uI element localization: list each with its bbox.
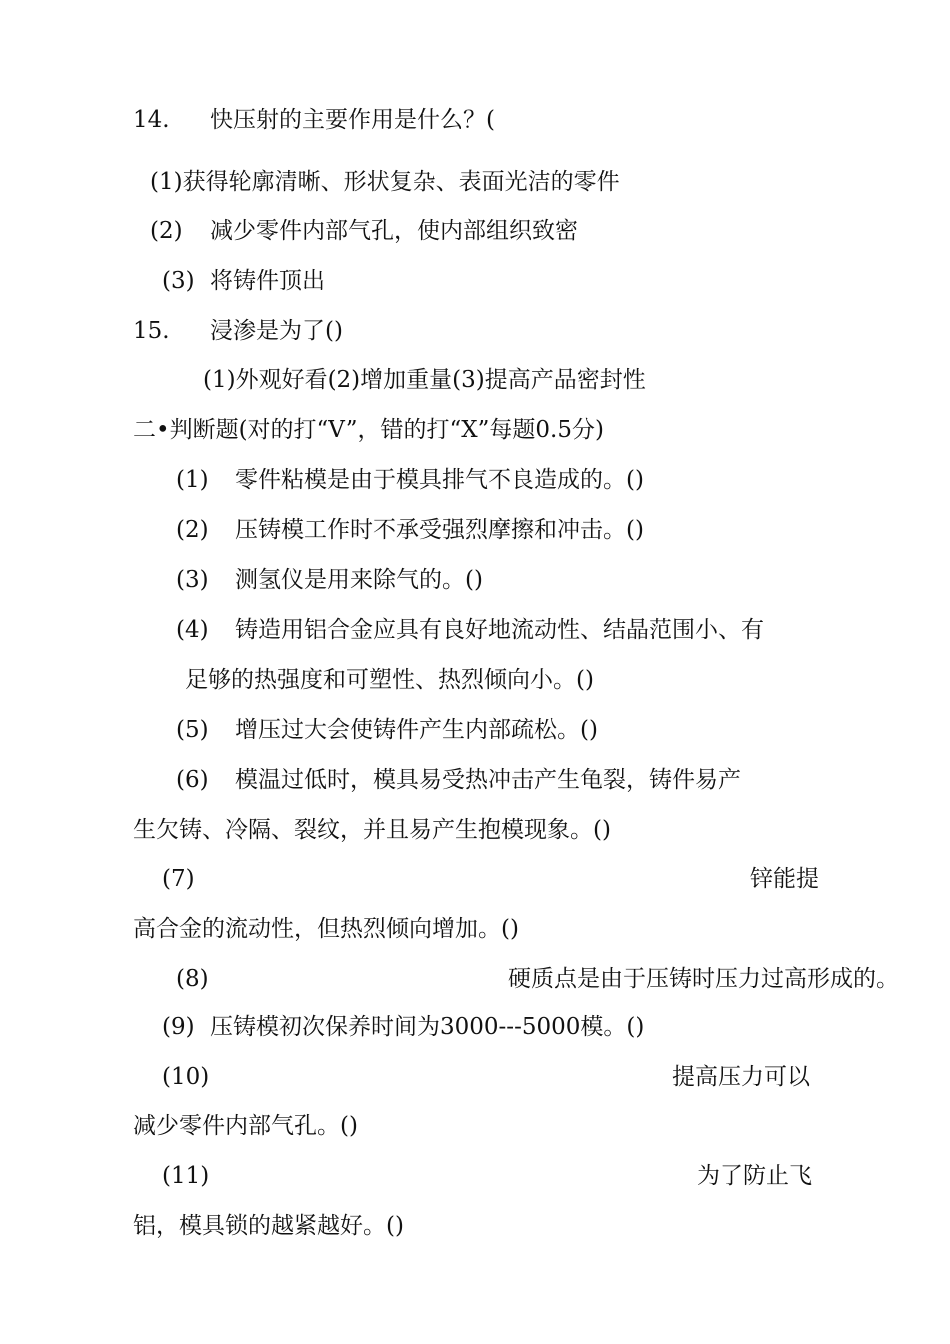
q14-text: 快压射的主要作用是什么？(	[210, 107, 495, 133]
judge-item-2-num: (2)	[176, 517, 209, 543]
q14-option-2-num: (2)	[150, 218, 183, 244]
judge-item-4-text: 铸造用铝合金应具有良好地流动性、结晶范围小、有	[235, 617, 764, 643]
judge-item-9-text: 压铸模初次保养时间为3000---5000模。()	[210, 1014, 645, 1040]
q14-option-3-num: (3)	[162, 268, 195, 294]
judge-item-5-num: (5)	[176, 717, 209, 743]
judge-item-10-text: 提高压力可以	[672, 1064, 810, 1090]
judge-item-1-num: (1)	[176, 467, 209, 493]
q15-options: (1)外观好看(2)增加重量(3)提高产品密封性	[203, 367, 646, 393]
judge-item-7-num: (7)	[162, 866, 195, 892]
judge-item-11-num: (11)	[162, 1163, 210, 1189]
q14-option-1: (1)获得轮廓清晰、形状复杂、表面光洁的零件	[150, 169, 620, 195]
judge-item-8-num: (8)	[176, 966, 209, 992]
judge-item-6-text: 模温过低时，模具易受热冲击产生龟裂，铸件易产	[235, 767, 741, 793]
q14-option-3-text: 将铸件顶出	[210, 268, 325, 294]
judge-item-5-text: 增压过大会使铸件产生内部疏松。()	[235, 717, 598, 743]
judge-item-8-text: 硬质点是由于压铸时压力过高形成的。	[508, 966, 899, 992]
judge-item-11-cont: 铝，模具锁的越紧越好。()	[133, 1213, 404, 1239]
judge-item-10-cont: 减少零件内部气孔。()	[133, 1113, 358, 1139]
judge-item-7-cont: 高合金的流动性，但热烈倾向增加。()	[133, 916, 519, 942]
judge-item-1-text: 零件粘模是由于模具排气不良造成的。()	[235, 467, 644, 493]
judge-item-4-num: (4)	[176, 617, 209, 643]
q15-number: 15.	[133, 318, 170, 344]
section2-title: 二•判断题(对的打“V”，错的打“X”每题0.5分)	[133, 417, 604, 443]
judge-item-6-num: (6)	[176, 767, 209, 793]
q14-option-2-text: 减少零件内部气孔，使内部组织致密	[210, 218, 578, 244]
judge-item-2-text: 压铸模工作时不承受强烈摩擦和冲击。()	[235, 517, 644, 543]
judge-item-6-cont: 生欠铸、冷隔、裂纹，并且易产生抱模现象。()	[133, 817, 611, 843]
q14-number: 14.	[133, 107, 170, 133]
judge-item-10-num: (10)	[162, 1064, 210, 1090]
judge-item-4-cont: 足够的热强度和可塑性、热烈倾向小。()	[185, 667, 594, 693]
judge-item-3-num: (3)	[176, 567, 209, 593]
judge-item-9-num: (9)	[162, 1014, 195, 1040]
judge-item-7-text: 锌能提	[750, 866, 819, 892]
judge-item-3-text: 测氢仪是用来除气的。()	[235, 567, 483, 593]
judge-item-11-text: 为了防止飞	[697, 1163, 812, 1189]
q15-text: 浸渗是为了()	[210, 318, 343, 344]
